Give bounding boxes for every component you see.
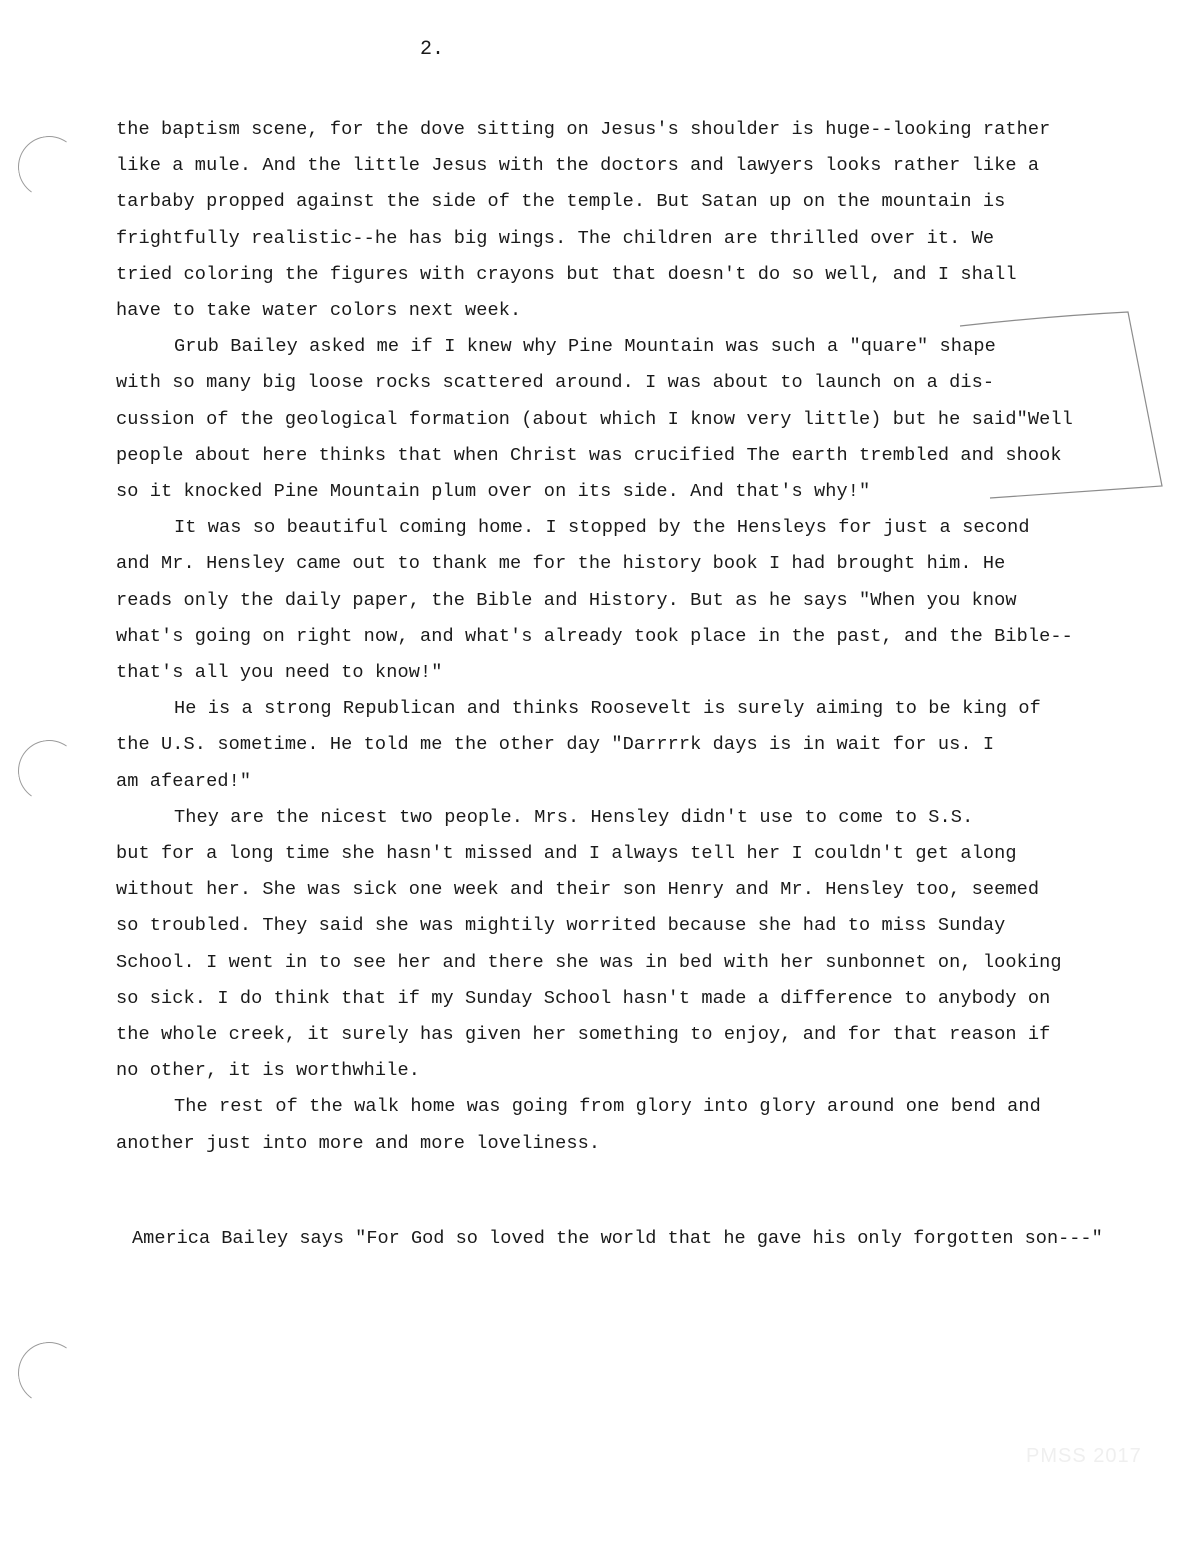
text-line: and Mr. Hensley came out to thank me for the history book I had brought him. He (116, 553, 1006, 575)
text-line: that's all you need to know!" (116, 662, 443, 684)
text-line: so troubled. They said she was mightily worrited because she had to miss Sunday (116, 915, 1006, 937)
text-line: It was so beautiful coming home. I stopped by the Hensleys for just a second (174, 517, 1030, 539)
text-line: the U.S. sometime. He told me the other day "Darrrrk days is in wait for us. I (116, 734, 995, 756)
text-line: cussion of the geological formation (about which I know very little) but he said"Well (116, 408, 1073, 430)
watermark: PMSS 2017 (1026, 1445, 1142, 1467)
page-number: 2. (420, 38, 445, 61)
text-line: tarbaby propped against the side of the temple. But Satan up on the mountain is (116, 191, 1006, 213)
text-line: The rest of the walk home was going from glory into glory around one bend and (174, 1096, 1041, 1118)
text-line: no other, it is worthwhile. (116, 1060, 420, 1082)
text-line: have to take water colors next week. (116, 300, 522, 322)
text-line: School. I went in to see her and there she was in bed with her sunbonnet on, looking (116, 951, 1062, 973)
text-line: the baptism scene, for the dove sitting on Jesus's shoulder is huge--looking rather (116, 119, 1051, 140)
text-line: Grub Bailey asked me if I knew why Pine Mountain was such a "quare" shape (174, 336, 996, 358)
text-line: tried coloring the figures with crayons but that doesn't do so well, and I shall (116, 263, 1017, 285)
text-line: so it knocked Pine Mountain plum over on its side. And that's why!" (116, 481, 871, 503)
text-line: but for a long time she hasn't missed and I always tell her I couldn't get along (116, 843, 1017, 865)
text-line: frightfully realistic--he has big wings. The children are thrilled over it. We (116, 227, 995, 249)
text-line: like a mule. And the little Jesus with the doctors and lawyers looks rather like a (116, 155, 1040, 177)
text-line: people about here thinks that when Christ was crucified The earth trembled and shook (116, 444, 1062, 466)
text-line: They are the nicest two people. Mrs. Hensley didn't use to come to S.S. (174, 806, 974, 828)
typed-letter-body (116, 112, 1156, 1162)
text-line: what's going on right now, and what's already took place in the past, and the Bible-- (116, 625, 1073, 647)
text-line: so sick. I do think that if my Sunday School hasn't made a difference to anybody on (116, 987, 1051, 1009)
text-line: He is a strong Republican and thinks Roosevelt is surely aiming to be king of (174, 698, 1041, 720)
text-line: without her. She was sick one week and their son Henry and Mr. Hensley too, seemed (116, 879, 1040, 901)
text-line: reads only the daily paper, the Bible and History. But as he says "When you know (116, 589, 1017, 611)
text-line: am afeared!" (116, 770, 252, 792)
text-line: the whole creek, it surely has given her something to enjoy, and for that reason if (116, 1024, 1051, 1046)
text-line: with so many big loose rocks scattered around. I was about to launch on a dis- (116, 372, 995, 394)
text-line: another just into more and more loveliness. (116, 1132, 601, 1154)
america-bailey-quote: America Bailey says "For God so loved the world that he gave his only forgotten son---" (132, 1228, 1103, 1249)
